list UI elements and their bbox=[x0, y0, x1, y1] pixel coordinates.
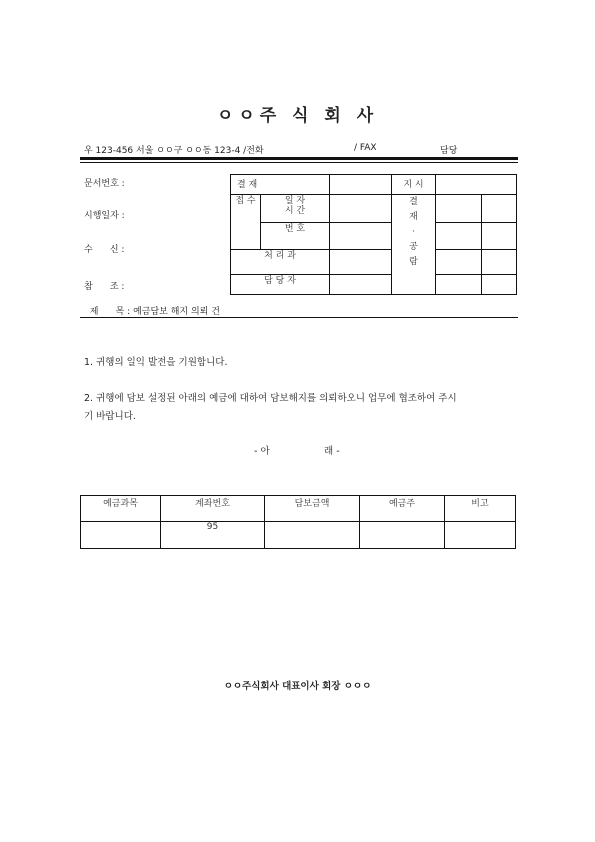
signature-line: ㅇㅇ주식회사 대표이사 회장 ㅇㅇㅇ bbox=[223, 681, 372, 692]
approval-ilja-sigan bbox=[261, 195, 330, 223]
recipient-label: 수 신 : bbox=[84, 245, 125, 255]
approval-cell bbox=[482, 275, 517, 295]
subject-label bbox=[84, 294, 220, 317]
approval-beonho: 번 호 bbox=[261, 223, 330, 250]
approval-jisi: 지 시 bbox=[392, 175, 436, 195]
body-line-2b: 기 바랍니다. bbox=[84, 411, 136, 422]
approval-jae: 재 bbox=[409, 212, 418, 222]
below-right: 래 - bbox=[324, 446, 340, 457]
body-line-2a: 2. 귀행에 담보 설정된 아래의 예금에 대하여 담보해지를 의뢰하오니 업무에 협조하여 주시 bbox=[84, 393, 457, 404]
approval-ilja: 일 자 bbox=[284, 196, 306, 206]
contact-label: 담당 bbox=[440, 146, 458, 156]
approval-header-gyeoljae: 결 재 bbox=[231, 175, 330, 195]
approval-cell bbox=[330, 275, 392, 295]
approval-ram: 람 bbox=[409, 257, 418, 267]
deposit-header-cell: 담보금액 bbox=[265, 496, 360, 522]
deposit-header-cell: 계좌번호 bbox=[161, 496, 265, 522]
fax-label: / FAX bbox=[354, 143, 377, 153]
approval-cell bbox=[330, 223, 392, 250]
subject-value: 예금담보 해지 의뢰 건 bbox=[133, 307, 220, 317]
deposit-header-cell: 예금과목 bbox=[81, 496, 161, 522]
approval-cell bbox=[330, 195, 392, 223]
doc-number-label: 문서번호 : bbox=[84, 179, 125, 189]
approval-cell bbox=[436, 223, 482, 250]
approval-gyeol: 결 bbox=[409, 197, 418, 207]
approval-table bbox=[230, 174, 517, 295]
approval-cell bbox=[330, 175, 392, 195]
section-rule bbox=[80, 317, 518, 318]
below-left: - 아 bbox=[254, 446, 270, 457]
deposit-cell bbox=[81, 522, 161, 549]
approval-cell bbox=[330, 250, 392, 275]
deposit-cell bbox=[360, 522, 445, 549]
body-line-1: 1. 귀행의 일익 발전을 기원합니다. bbox=[84, 357, 228, 368]
deposit-cell bbox=[265, 522, 360, 549]
table-row bbox=[81, 522, 516, 549]
approval-damdangja: 담 당 자 bbox=[231, 275, 330, 295]
approval-jeopsu: 접 수 bbox=[231, 195, 261, 250]
deposit-cell: 95 bbox=[161, 522, 265, 549]
approval-cell bbox=[436, 275, 482, 295]
reference-label: 참 조 : bbox=[84, 282, 125, 292]
approval-cell bbox=[436, 175, 517, 195]
approval-cheorigwa: 처 리 과 bbox=[231, 250, 330, 275]
approval-cell bbox=[482, 250, 517, 275]
deposit-header-row bbox=[81, 496, 516, 522]
approval-gong: 공 bbox=[409, 242, 418, 252]
deposit-cell bbox=[445, 522, 516, 549]
effective-date-label: 시행일자 : bbox=[84, 211, 125, 221]
approval-cell bbox=[482, 195, 517, 223]
approval-dot: · bbox=[412, 227, 415, 237]
subject-label-text: 제 목 : bbox=[89, 307, 131, 317]
deposit-header-cell: 비고 bbox=[445, 496, 516, 522]
approval-cell bbox=[436, 250, 482, 275]
approval-vertical-gyeoljae-gongram bbox=[392, 195, 436, 295]
approval-sigan: 시 간 bbox=[284, 206, 306, 216]
deposit-table bbox=[80, 495, 516, 549]
approval-cell bbox=[482, 223, 517, 250]
deposit-header-cell: 예금주 bbox=[360, 496, 445, 522]
header-rule-thick bbox=[80, 157, 518, 160]
approval-cell bbox=[436, 195, 482, 223]
header-rule-thin bbox=[80, 162, 518, 163]
company-title: ㅇㅇ주 식 회 사 bbox=[216, 106, 379, 126]
address-text: 우 123-456 서울 ㅇㅇ구 ㅇㅇ동 123-4 /전화 bbox=[84, 146, 264, 156]
